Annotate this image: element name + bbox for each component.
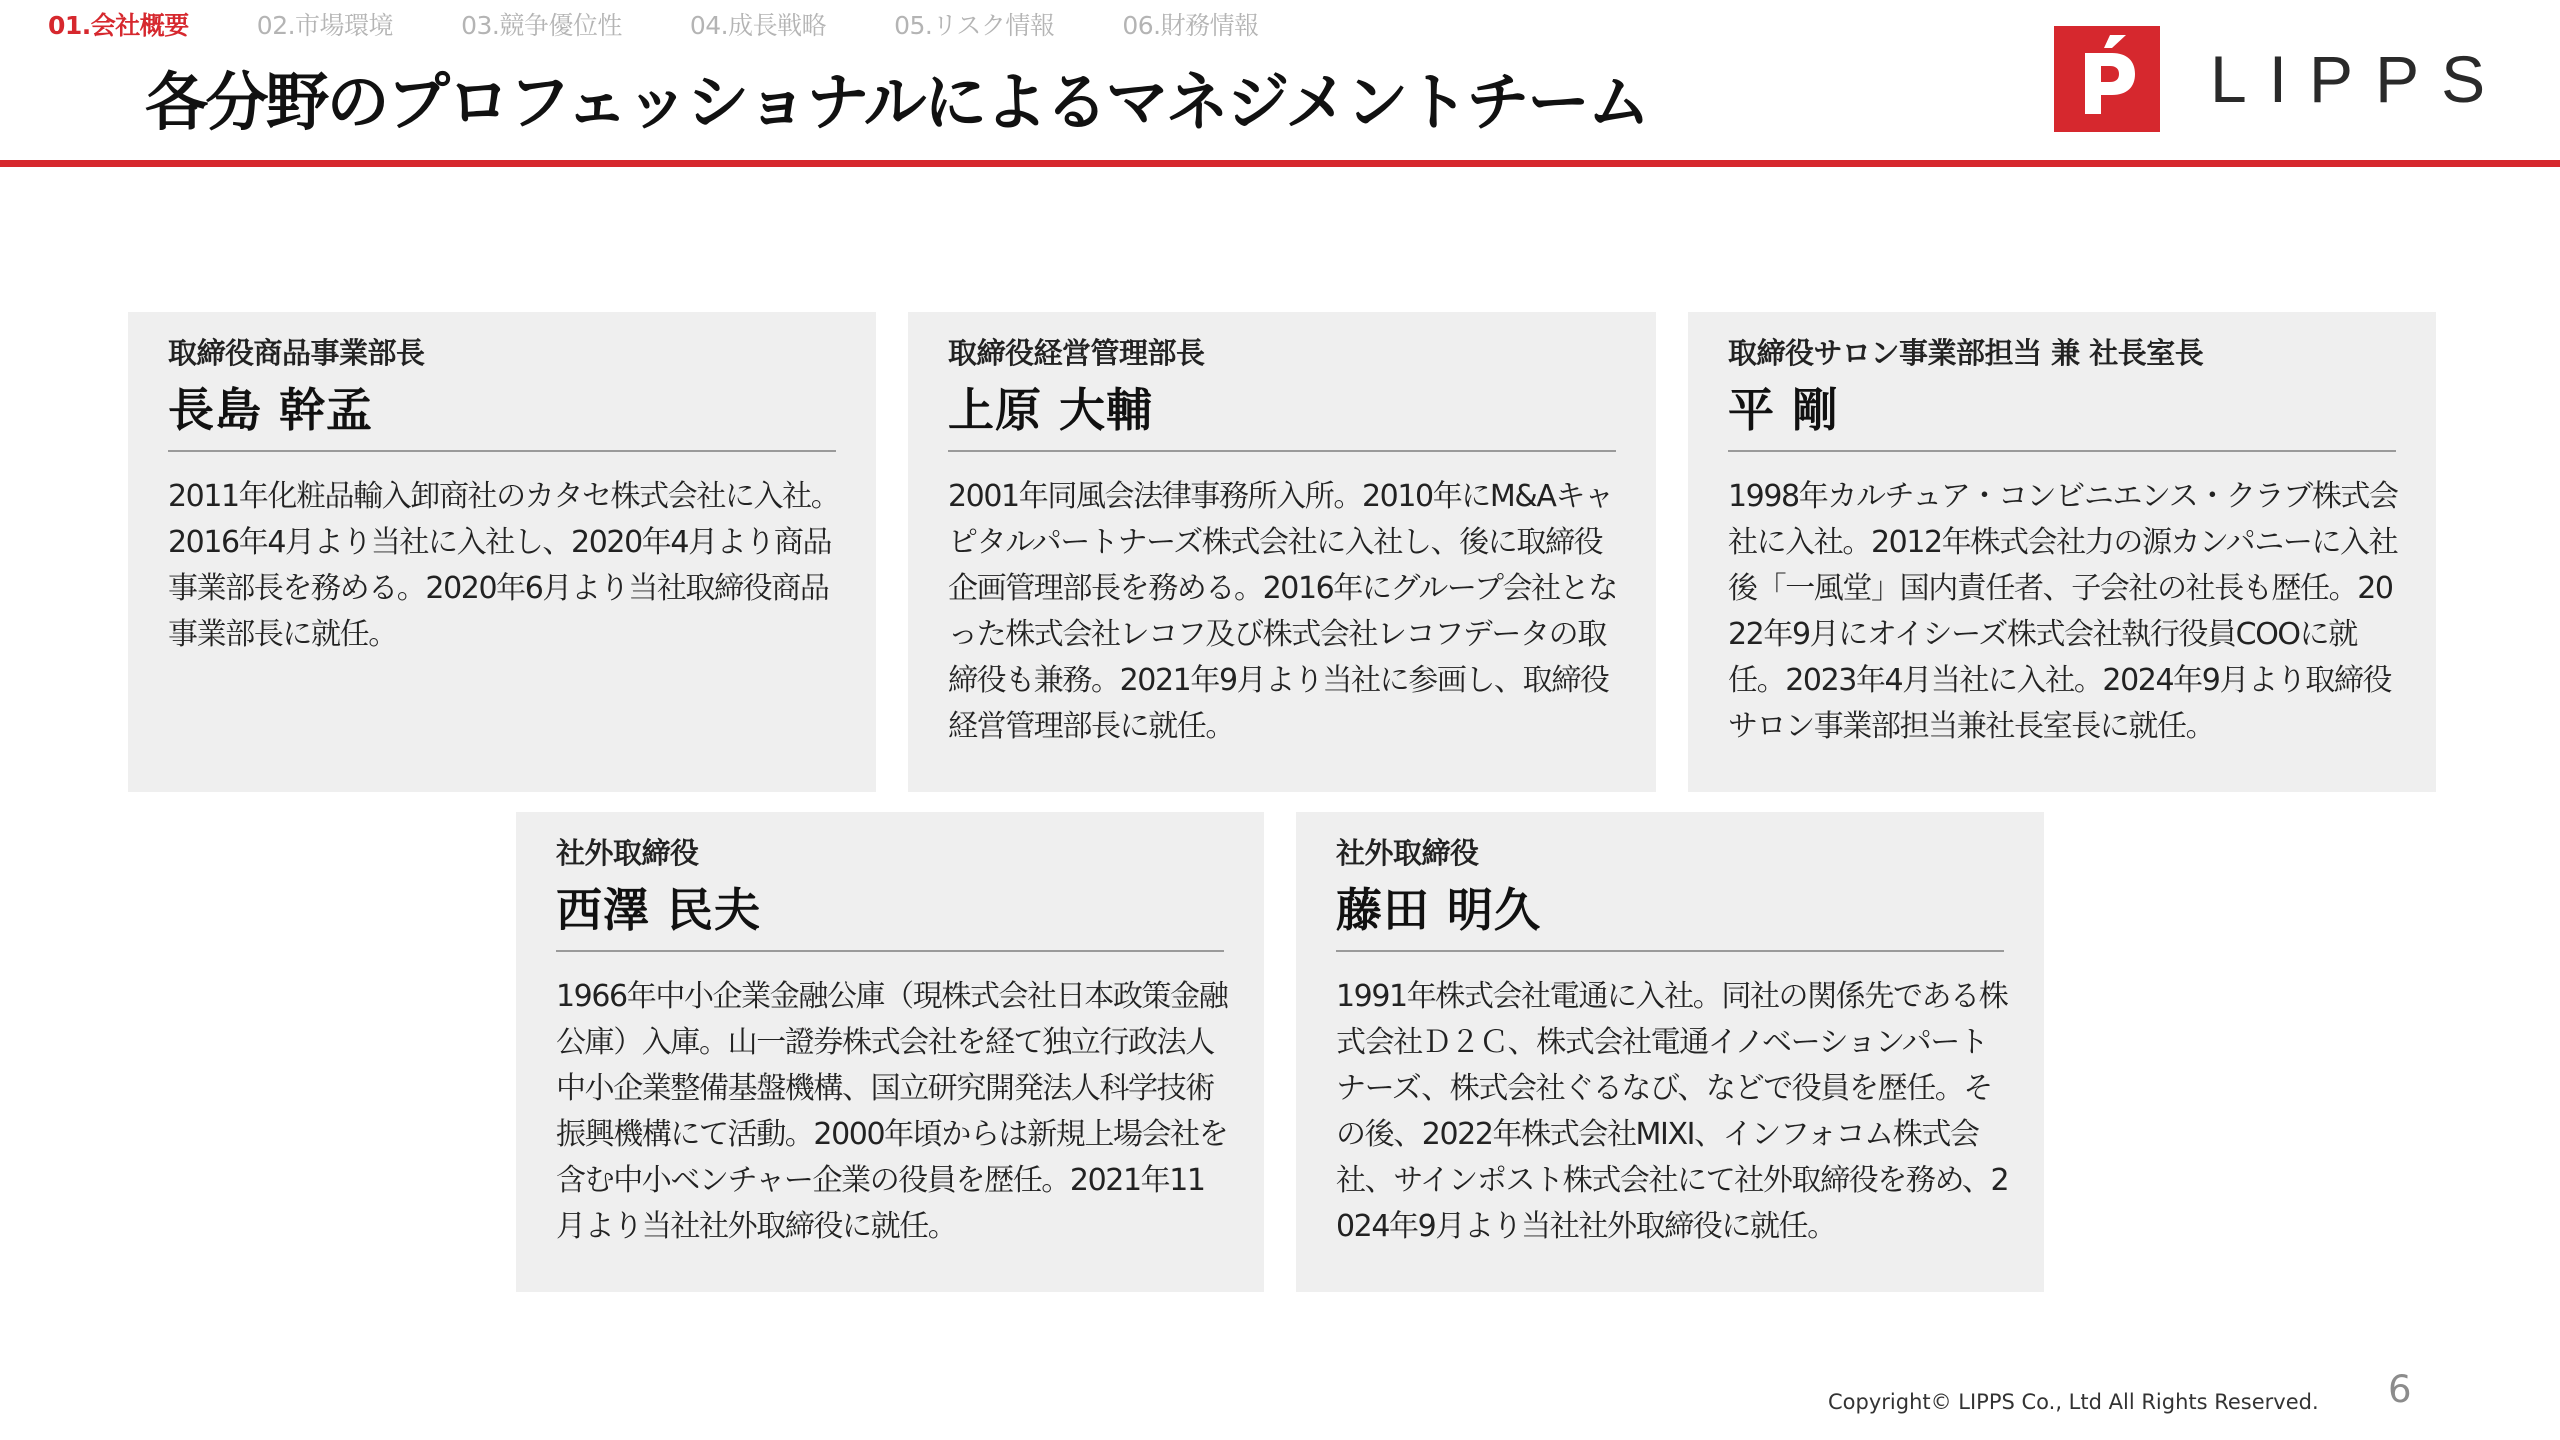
- member-bio: 1966年中小企業金融公庫（現株式会社日本政策金融公庫）入庫。山一證券株式会社を経て独立行政法人中小企業整備基盤機構、国立研究開発法人科学技術振興機構にて活動。2000年頃からは新規上場会社を含む中小ベンチャー企業の役員を歴任。2021年11月より当社社外取締役に就任。: [556, 979, 1228, 1244]
- member-role: 取締役サロン事業部担当 兼 社長室長: [1728, 336, 2204, 370]
- logo-mark-icon: [2054, 26, 2160, 132]
- member-card: [908, 312, 1656, 792]
- nav-tab-risk-information[interactable]: 05.リスク情報: [894, 11, 1055, 40]
- member-divider: [948, 450, 1616, 452]
- copyright-notice: Copyright© LIPPS Co., Ltd All Rights Reserved.: [1828, 1390, 2319, 1414]
- member-name: 西澤 民夫: [556, 883, 762, 937]
- member-card: [1296, 812, 2044, 1292]
- nav-tab-financial-information[interactable]: 06.財務情報: [1122, 11, 1259, 40]
- member-name: 藤田 明久: [1336, 883, 1542, 937]
- member-role: 取締役経営管理部長: [948, 336, 1205, 370]
- member-bio: 2011年化粧品輸入卸商社のカタセ株式会社に入社。2016年4月より当社に入社し、2020年4月より商品事業部長を務める。2020年6月より当社取締役商品事業部長に就任。: [168, 479, 840, 652]
- nav-tab-growth-strategy[interactable]: 04.成長戦略: [689, 11, 827, 40]
- member-divider: [1336, 950, 2004, 952]
- member-bio: 1998年カルチュア・コンビニエンス・クラブ株式会社に入社。2012年株式会社力の源カンパニーに入社後「一風堂」国内責任者、子会社の社長も歴任。2022年9月にオイシーズ株式会社執行役員COOに就任。2023年4月当社に入社。2024年9月より取締役サロン事業部担当兼社長室長に就任。: [1728, 479, 2398, 744]
- member-card: [128, 312, 876, 792]
- section-nav: [48, 6, 1327, 42]
- member-divider: [1728, 450, 2396, 452]
- member-name: 平 剛: [1728, 383, 1840, 437]
- page-number: 6: [2388, 1368, 2412, 1411]
- member-role: 社外取締役: [556, 836, 699, 870]
- member-role: 取締役商品事業部長: [168, 336, 425, 370]
- logo-text: LIPPS: [2210, 42, 2508, 116]
- member-bio: 2001年同風会法律事務所入所。2010年にM&Aキャピタルパートナーズ株式会社に入社し、後に取締役企画管理部長を務める。2016年にグループ会社となった株式会社レコフ及び株式会社レコフデータの取締役も兼務。2021年9月より当社に参画し、取締役経営管理部長に就任。: [948, 479, 1617, 744]
- member-divider: [168, 450, 836, 452]
- member-role: 社外取締役: [1336, 836, 1479, 870]
- member-name: 上原 大輔: [948, 383, 1154, 437]
- header-divider: [0, 160, 2560, 167]
- member-name: 長島 幹孟: [168, 383, 374, 437]
- member-divider: [556, 950, 1224, 952]
- member-card: [516, 812, 1264, 1292]
- nav-tab-market-environment[interactable]: 02.市場環境: [256, 11, 394, 40]
- lipps-logo: [2054, 26, 2507, 132]
- member-card: [1688, 312, 2436, 792]
- member-bio: 1991年株式会社電通に入社。同社の関係先である株式会社Ｄ２Ｃ、株式会社電通イノベーションパートナーズ、株式会社ぐるなび、などで役員を歴任。その後、2022年株式会社MIXI、インフォコム株式会社、サインポスト株式会社にて社外取締役を務め、2024年9月より当社社外取締役に就任。: [1336, 979, 2009, 1244]
- nav-tab-competitive-advantage[interactable]: 03.競争優位性: [461, 11, 622, 40]
- page-title: 各分野のプロフェッショナルによるマネジメントチーム: [145, 66, 1649, 139]
- nav-tab-company-overview[interactable]: 01.会社概要: [48, 11, 189, 40]
